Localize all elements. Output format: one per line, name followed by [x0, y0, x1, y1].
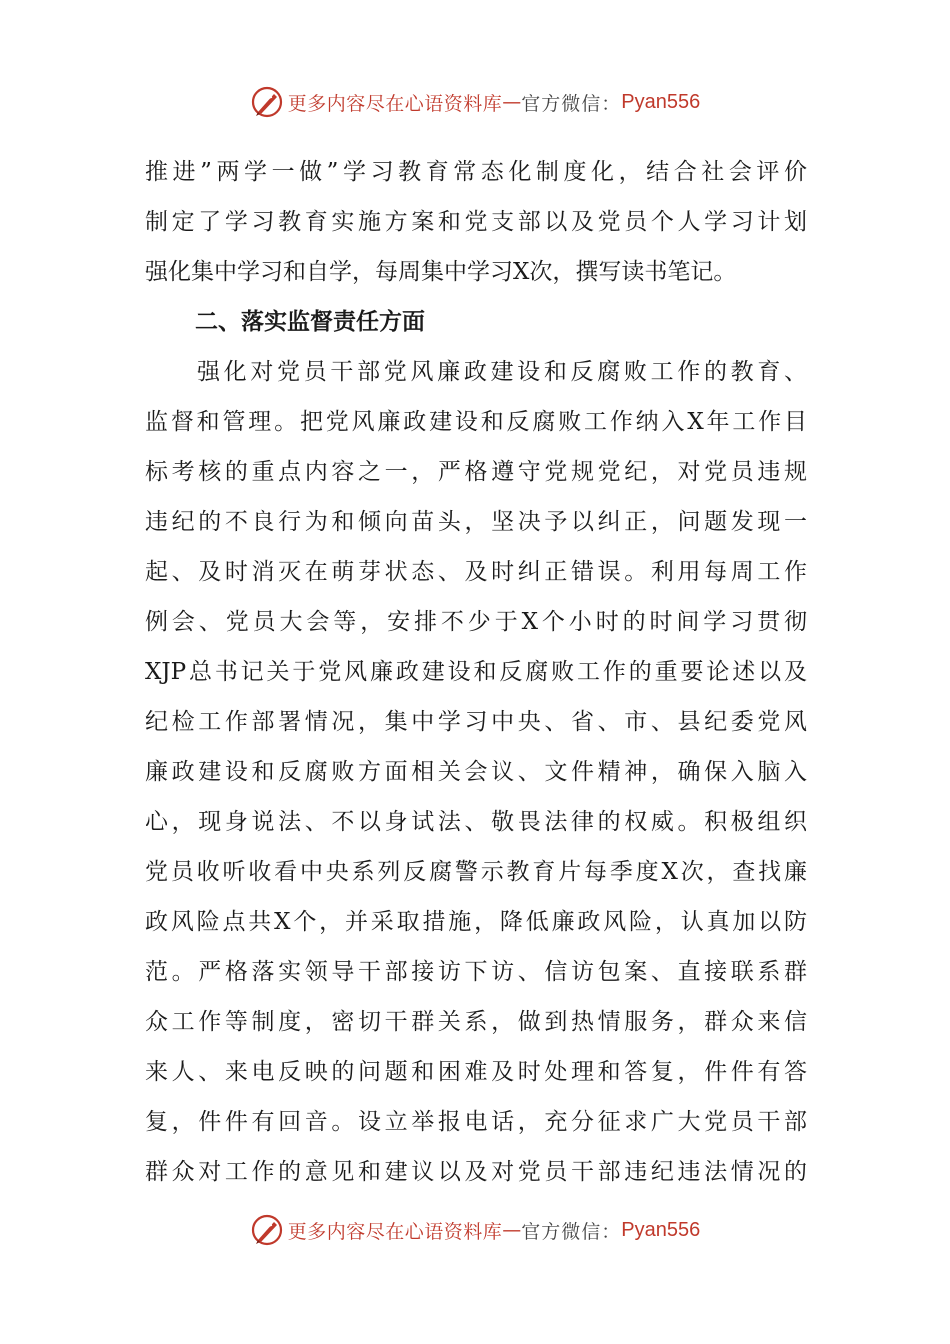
para2-line: 范。严格落实领导干部接访下访、信访包案、直接联系群 — [145, 959, 807, 985]
para1-line: 强化集中学习和自学，每周集中学习X次，撰写读书笔记。 — [145, 259, 737, 285]
para2-line: 复，件件有回音。设立举报电话，充分征求广大党员干部 — [145, 1109, 807, 1135]
pen-logo-icon — [250, 85, 284, 119]
para2-line: 监督和管理。把党风廉政建设和反腐败工作纳入X年工作目 — [145, 409, 807, 435]
para2-line: 政风险点共X个，并采取措施，降低廉政风险，认真加以防 — [145, 909, 807, 935]
para2-line: 起、及时消灭在萌芽状态、及时纠正错误。利用每周工作 — [145, 559, 807, 585]
para2-line: 强化对党员干部党风廉政建设和反腐败工作的教育、 — [197, 359, 807, 385]
banner-dash: — — [502, 1219, 522, 1241]
para1-line: 推进”两学一做”学习教育常态化制度化，结合社会评价 — [145, 159, 807, 185]
banner-wechat-label: 官方微信： — [521, 1220, 622, 1243]
para2-line: 来人、来电反映的问题和困难及时处理和答复，件件有答 — [145, 1059, 807, 1085]
para1-line: 制定了学习教育实施方案和党支部以及党员个人学习计划 — [145, 209, 807, 235]
banner-wechat-label: 官方微信： — [521, 92, 622, 115]
document-body — [145, 147, 807, 1197]
pen-logo-icon — [250, 1213, 284, 1247]
para2-line: XJP总书记关于党风廉政建设和反腐败工作的重要论述以及 — [145, 659, 807, 685]
header-watermark-banner — [0, 80, 950, 124]
para2-line: 例会、党员大会等，安排不少于X个小时的时间学习贯彻 — [145, 609, 807, 635]
para2-line: 心，现身说法、不以身试法、敬畏法律的权威。积极组织 — [145, 809, 807, 835]
section-heading: 二、落实监督责任方面 — [195, 309, 425, 335]
para2-line: 廉政建设和反腐败方面相关会议、文件精神，确保入脑入 — [145, 759, 807, 785]
para2-line: 纪检工作部署情况，集中学习中央、省、市、县纪委党风 — [145, 709, 807, 735]
banner-site-name: 更多内容尽在心语资料库 — [287, 1220, 503, 1243]
banner-site-name: 更多内容尽在心语资料库 — [287, 92, 503, 115]
para2-line: 党员收听收看中央系列反腐警示教育片每季度X次，查找廉 — [145, 859, 807, 885]
banner-wechat-id: Pyan556 — [621, 1218, 701, 1241]
banner-dash: — — [502, 91, 522, 113]
para2-line: 群众对工作的意见和建议以及对党员干部违纪违法情况的 — [145, 1159, 807, 1185]
para2-line: 众工作等制度，密切干群关系，做到热情服务，群众来信 — [145, 1009, 807, 1035]
para2-line: 违纪的不良行为和倾向苗头，坚决予以纠正，问题发现一 — [145, 509, 807, 535]
banner-wechat-id: Pyan556 — [621, 90, 701, 113]
para2-line: 标考核的重点内容之一，严格遵守党规党纪，对党员违规 — [145, 459, 807, 485]
footer-watermark-banner — [0, 1208, 950, 1252]
